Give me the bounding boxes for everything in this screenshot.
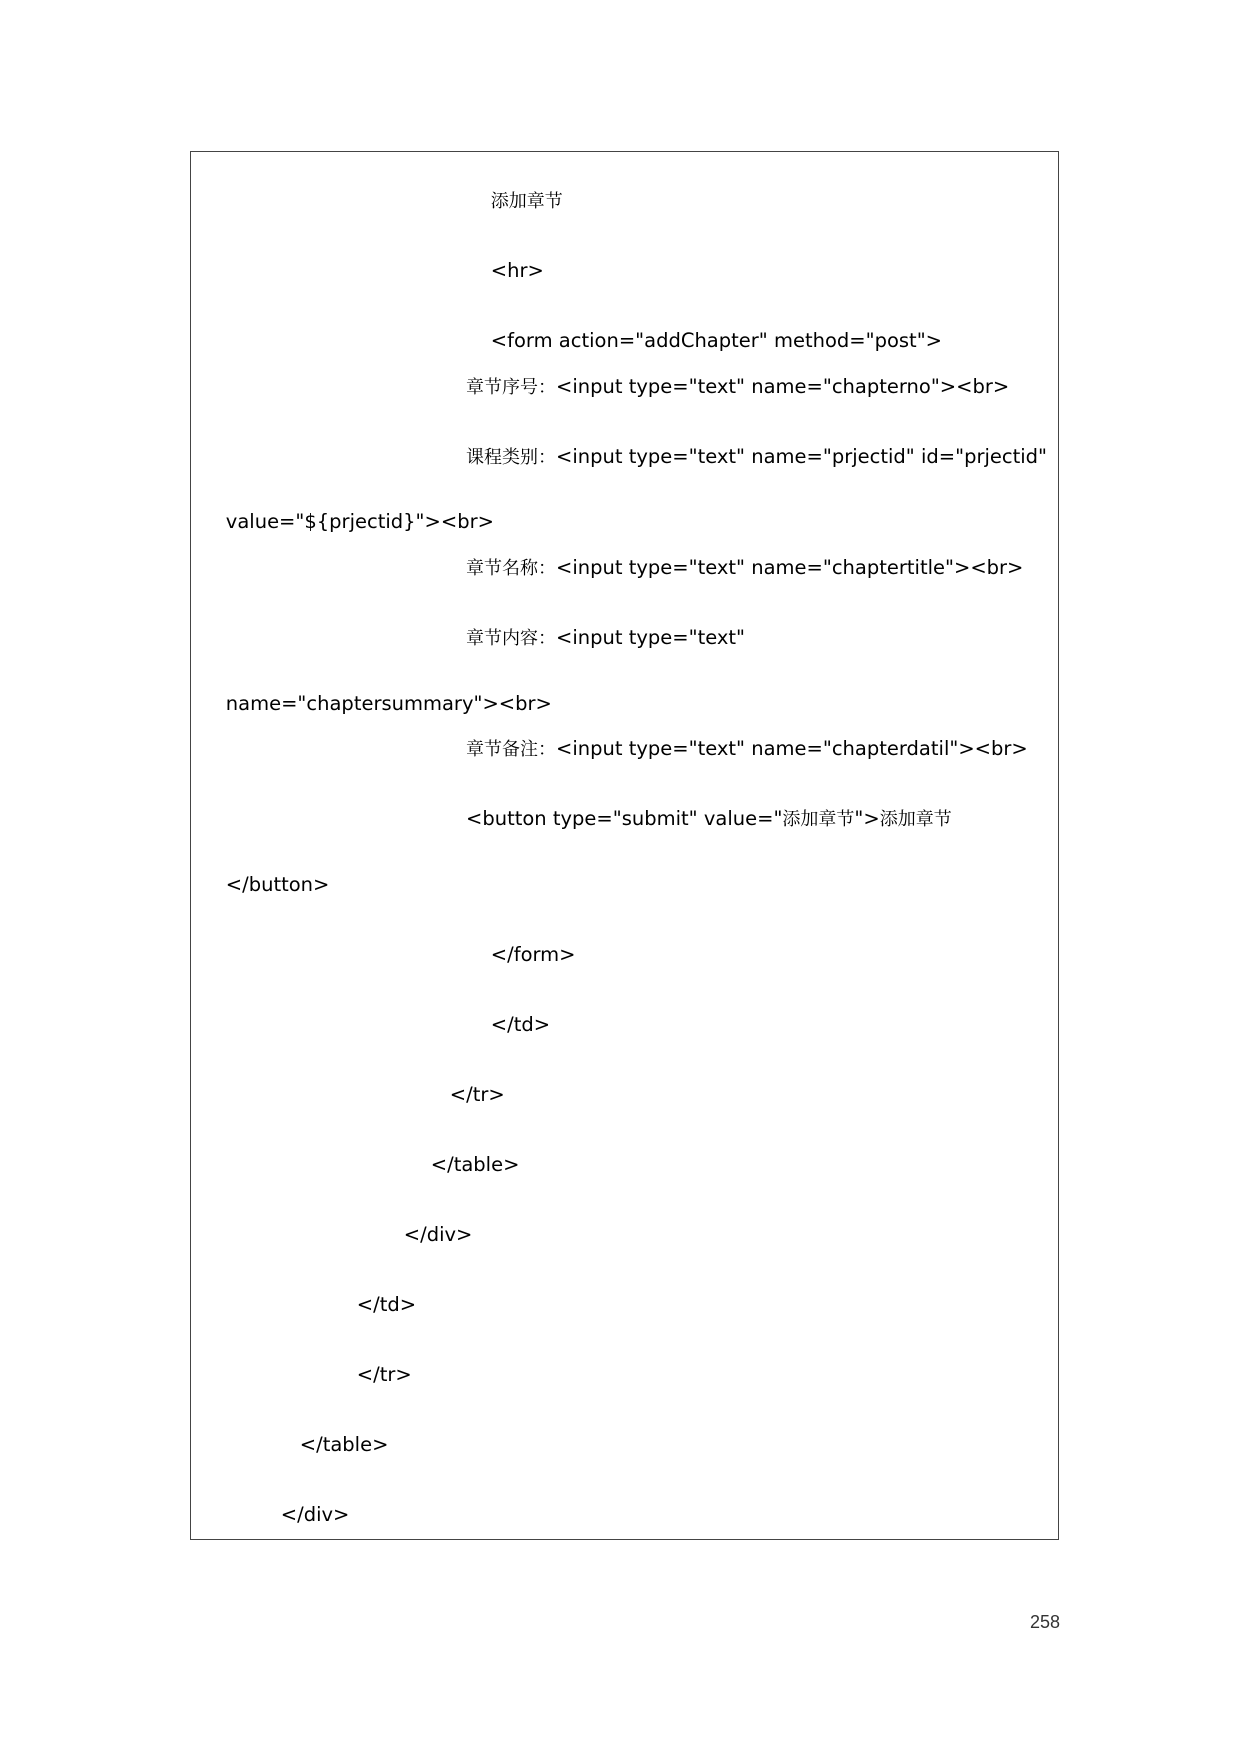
code-line-text: </div> <box>280 1503 350 1526</box>
code-line-text: </td> <box>490 1013 551 1036</box>
code-line-text: </table> <box>299 1433 389 1456</box>
code-line-text: <button type="submit" value=" <box>466 807 783 830</box>
code-line-label: 章节序号： <box>466 377 556 398</box>
code-line-text: </div> <box>403 1223 473 1246</box>
code-line-text: name="chaptersummary"><br> <box>225 692 552 715</box>
code-line <box>466 375 1009 400</box>
code-line <box>466 445 1047 470</box>
code-line-text: <input type="text" name="chaptertitle"><br> <box>556 556 1024 579</box>
code-line-text: <hr> <box>490 259 544 282</box>
code-line-text: <form action="addChapter" method="post"> <box>490 329 943 352</box>
code-line <box>256 1479 349 1551</box>
code-line-label: 课程类别： <box>466 447 556 468</box>
code-line <box>379 1199 472 1271</box>
code-line-text: </button> <box>225 873 330 896</box>
code-line-label: 章节名称： <box>466 558 556 579</box>
code-line-text: <input type="text" name="chapterno"><br> <box>556 375 1010 398</box>
code-line-text: </table> <box>430 1153 520 1176</box>
code-line-text: <input type="text" name="prjectid" id="prjectid" <box>556 445 1048 468</box>
code-line-text: 添加章节 <box>490 191 563 212</box>
code-line-label: 章节备注： <box>466 739 556 760</box>
code-line <box>275 1409 388 1481</box>
code-line <box>466 165 563 238</box>
code-line-text: <input type="text" name="chapterdatil"><br> <box>556 737 1028 760</box>
code-line-text: <input type="text" <box>556 626 746 649</box>
code-line-label: 添加章节 <box>879 809 952 830</box>
code-line <box>466 235 544 307</box>
code-line <box>332 1269 416 1341</box>
code-line-text: value="${prjectid}"><br> <box>225 510 494 533</box>
code-line <box>466 807 952 832</box>
code-line <box>466 305 942 377</box>
code-line-text: </tr> <box>356 1363 412 1386</box>
code-listing-frame <box>190 151 1059 1540</box>
code-line <box>466 989 550 1061</box>
code-line <box>466 556 1023 581</box>
code-line <box>466 919 576 991</box>
code-line <box>201 849 329 921</box>
code-line-text: "> <box>854 807 880 830</box>
code-line-text: </form> <box>490 943 576 966</box>
code-line <box>466 626 745 651</box>
code-line <box>466 737 1028 762</box>
code-line <box>201 486 494 558</box>
code-line-label: 添加章节 <box>782 809 855 830</box>
page-number: 258 <box>1030 1612 1061 1632</box>
code-line <box>201 668 552 740</box>
code-line <box>406 1129 519 1201</box>
code-line-text: </td> <box>356 1293 417 1316</box>
code-line <box>425 1059 505 1131</box>
code-line-label: 章节内容： <box>466 628 556 649</box>
code-line-text: </tr> <box>449 1083 505 1106</box>
code-line <box>332 1339 412 1411</box>
